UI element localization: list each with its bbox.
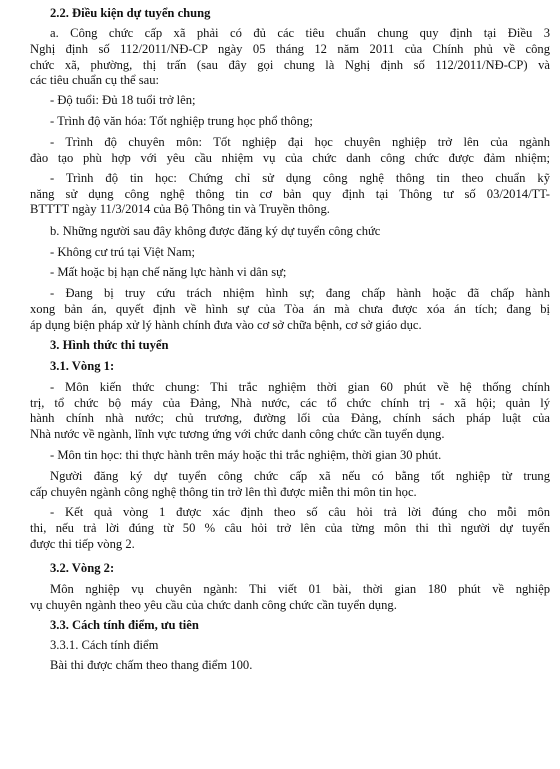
list-item-it: - Trình độ tin học: Chứng chỉ sử dụng công nghệ thông tin theo chuẩn kỹ	[50, 170, 550, 185]
paragraph-a-line: chức xã, phường, thị trấn (sau đây gọi chung là Nghị định số 112/2011/NĐ-CP) và	[30, 57, 550, 72]
paragraph-round2: Môn nghiệp vụ chuyên ngành: Thi viết 01 bài, thời gian 180 phút về nghiệp	[50, 582, 550, 596]
heading-3-1: 3.1. Vòng 1:	[50, 359, 115, 374]
list-item-round1-result: - Kết quả vòng 1 được xác định theo số câu hỏi trả lời đúng cho mỗi môn	[50, 505, 550, 520]
heading-3-3-1: 3.3.1. Cách tính điểm	[50, 638, 159, 652]
list-item-general-knowledge: trị, tổ chức bộ máy của Đảng, Nhà nước, các tổ chức chính trị - xã hội; quản lý	[30, 395, 550, 410]
list-item-professional: - Trình độ chuyên môn: Tốt nghiệp đại học chuyên nghiệp trở lên của ngành	[50, 135, 550, 150]
paragraph-exemption: cấp chuyên ngành công nghệ thông tin trở lên thì được miễn thi môn tin học.	[30, 484, 417, 499]
paragraph-round2: vụ chuyên ngành theo yêu cầu của chức danh công chức cần tuyển dụng.	[30, 598, 397, 612]
heading-3-2: 3.2. Vòng 2:	[50, 561, 115, 575]
paragraph-scoring: Bài thi được chấm theo thang điểm 100.	[50, 658, 253, 672]
heading-3-3: 3.3. Cách tính điểm, ưu tiên	[50, 618, 199, 632]
list-item-general-knowledge: Nhà nước về ngành, lĩnh vực tương ứng với chức danh công chức cần tuyển dụng.	[30, 427, 445, 442]
list-item-general-knowledge: - Môn kiến thức chung: Thi trắc nghiệm thời gian 60 phút về hệ thống chính	[50, 380, 550, 395]
list-item-capacity: - Mất hoặc bị hạn chế năng lực hành vi dân sự;	[50, 265, 287, 280]
list-item-criminal: - Đang bị truy cứu trách nhiệm hình sự; đang chấp hành hoặc đã chấp hành	[50, 286, 550, 301]
list-item-it-exam: - Môn tin học: thi thực hành trên máy hoặc thi trắc nghiệm, thời gian 30 phút.	[50, 448, 442, 462]
paragraph-exemption: Người đăng ký dự tuyển công chức cấp xã nếu có bằng tốt nghiệp từ trung	[50, 468, 550, 483]
paragraph-b: b. Những người sau đây không được đăng ký dự tuyển công chức	[50, 223, 381, 238]
paragraph-a-line: các tiêu chuẩn cụ thể sau:	[30, 73, 160, 88]
list-item-round1-result: được thi tiếp vòng 2.	[30, 536, 135, 551]
list-item-criminal: xong bản án, quyết định về hình sự của Tòa án mà chưa được xóa án tích; đang bị	[30, 301, 550, 316]
heading-2-2: 2.2. Điều kiện dự tuyển chung	[50, 6, 211, 21]
list-item-professional: đào tạo phù hợp với yêu cầu nhiệm vụ của chức danh công chức được đảm nhiệm;	[30, 150, 550, 165]
list-item-age: - Độ tuổi: Đủ 18 tuổi trở lên;	[50, 93, 196, 108]
list-item-it: năng sử dụng công nghệ thông tin cơ bản quy định tại Thông tư số 03/2014/TT-	[30, 186, 550, 201]
list-item-it: BTTTT ngày 11/3/2014 của Bộ Thông tin và Truyền thông.	[30, 202, 330, 217]
list-item-education: - Trình độ văn hóa: Tốt nghiệp trung học phổ thông;	[50, 114, 313, 129]
list-item-criminal: áp dụng biện pháp xử lý hành chính đưa vào cơ sở chữa bệnh, cơ sở giáo dục.	[30, 317, 422, 332]
heading-3: 3. Hình thức thi tuyển	[50, 338, 169, 353]
paragraph-a-line: a. Công chức cấp xã phải có đủ các tiêu chuẩn chung quy định tại Điều 3	[50, 26, 550, 41]
paragraph-a-line: Nghị định số 112/2011/NĐ-CP ngày 05 tháng 12 năm 2011 của Chính phủ về công	[30, 41, 550, 56]
list-item-residence: - Không cư trú tại Việt Nam;	[50, 244, 196, 259]
list-item-round1-result: thi, nếu trả lời đúng từ 50 % câu hỏi trở lên của từng môn thi thì người dự tuyển	[30, 521, 550, 535]
list-item-general-knowledge: hành chính nhà nước; chủ trương, đường lối của Đảng, chính sách pháp luật của	[30, 411, 550, 426]
